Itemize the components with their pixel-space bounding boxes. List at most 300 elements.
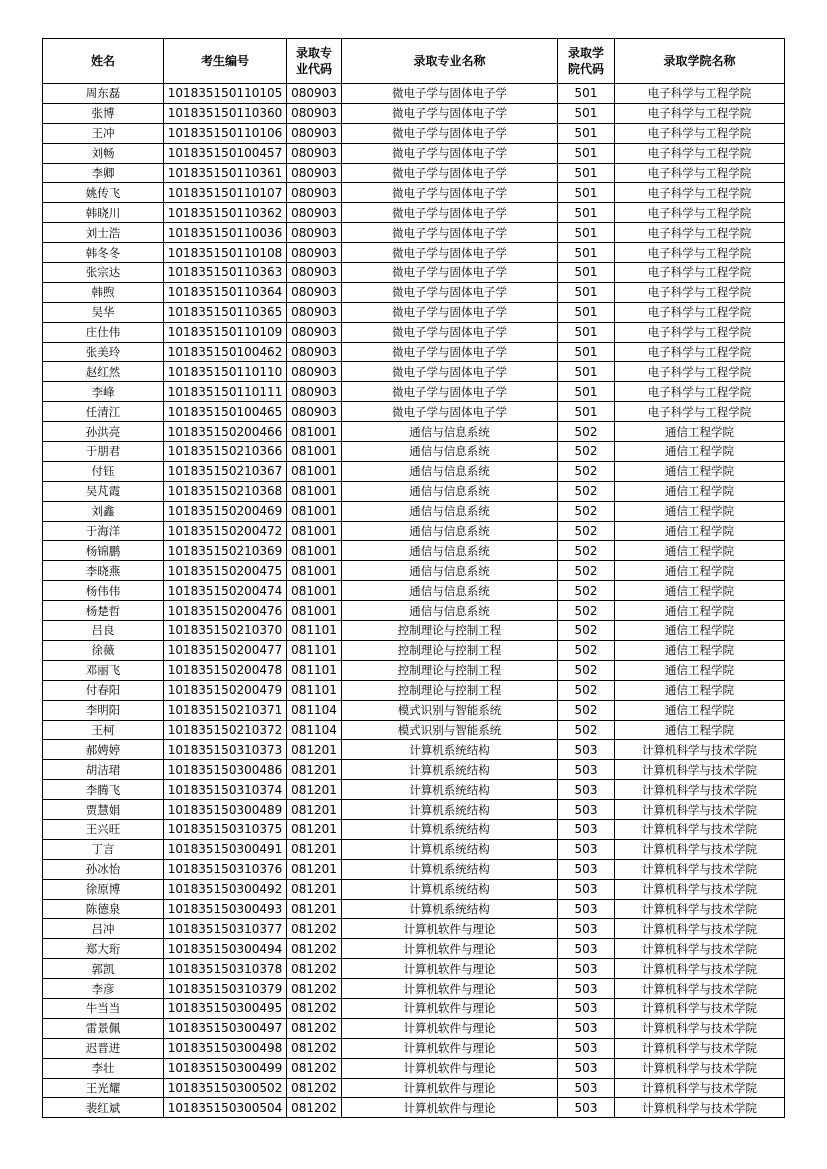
table-row (43, 223, 785, 243)
table-row (43, 541, 785, 561)
cell-major-name: 计算机软件与理论 (342, 998, 558, 1018)
cell-exam-no: 101835150110360 (164, 103, 287, 123)
cell-major-name: 通信与信息系统 (342, 442, 558, 462)
cell-name: 韩煦 (43, 282, 164, 302)
cell-school-name: 通信工程学院 (615, 442, 785, 462)
cell-school-code: 503 (558, 899, 615, 919)
cell-school-name: 通信工程学院 (615, 581, 785, 601)
table-row (43, 203, 785, 223)
cell-name: 刘士浩 (43, 223, 164, 243)
cell-school-code: 502 (558, 680, 615, 700)
cell-major-name: 计算机系统结构 (342, 780, 558, 800)
cell-exam-no: 101835150200469 (164, 501, 287, 521)
cell-exam-no: 101835150200475 (164, 561, 287, 581)
table-row (43, 342, 785, 362)
cell-school-name: 通信工程学院 (615, 720, 785, 740)
cell-major-code: 080903 (287, 243, 342, 263)
cell-major-name: 通信与信息系统 (342, 481, 558, 501)
cell-major-code: 081202 (287, 998, 342, 1018)
cell-name: 吕良 (43, 621, 164, 641)
cell-school-code: 501 (558, 123, 615, 143)
cell-school-code: 501 (558, 342, 615, 362)
cell-major-name: 通信与信息系统 (342, 461, 558, 481)
table-row (43, 561, 785, 581)
table-row (43, 720, 785, 740)
cell-major-name: 通信与信息系统 (342, 561, 558, 581)
cell-major-code: 080903 (287, 203, 342, 223)
cell-school-code: 503 (558, 740, 615, 760)
table-row (43, 601, 785, 621)
cell-exam-no: 101835150210372 (164, 720, 287, 740)
cell-name: 张宗达 (43, 263, 164, 283)
cell-major-name: 计算机软件与理论 (342, 1078, 558, 1098)
cell-school-code: 503 (558, 760, 615, 780)
cell-school-name: 电子科学与工程学院 (615, 123, 785, 143)
cell-school-code: 503 (558, 800, 615, 820)
cell-school-name: 计算机科学与技术学院 (615, 1018, 785, 1038)
cell-major-code: 081202 (287, 1098, 342, 1118)
cell-name: 刘畅 (43, 143, 164, 163)
table-row (43, 998, 785, 1018)
cell-exam-no: 101835150110106 (164, 123, 287, 143)
cell-school-name: 计算机科学与技术学院 (615, 1098, 785, 1118)
cell-school-code: 501 (558, 382, 615, 402)
table-row (43, 501, 785, 521)
cell-school-code: 501 (558, 223, 615, 243)
cell-school-code: 503 (558, 998, 615, 1018)
cell-exam-no: 101835150300497 (164, 1018, 287, 1038)
cell-school-code: 501 (558, 163, 615, 183)
cell-school-name: 计算机科学与技术学院 (615, 800, 785, 820)
cell-name: 韩晓川 (43, 203, 164, 223)
cell-school-code: 503 (558, 1058, 615, 1078)
cell-exam-no: 101835150310374 (164, 780, 287, 800)
cell-major-name: 微电子学与固体电子学 (342, 402, 558, 422)
table-row (43, 700, 785, 720)
cell-school-name: 通信工程学院 (615, 481, 785, 501)
cell-school-code: 503 (558, 780, 615, 800)
cell-school-name: 电子科学与工程学院 (615, 322, 785, 342)
cell-major-code: 081001 (287, 541, 342, 561)
table-row (43, 959, 785, 979)
cell-school-code: 503 (558, 879, 615, 899)
cell-name: 付春阳 (43, 680, 164, 700)
cell-school-name: 计算机科学与技术学院 (615, 819, 785, 839)
cell-major-code: 081001 (287, 561, 342, 581)
cell-school-name: 通信工程学院 (615, 541, 785, 561)
cell-name: 张美玲 (43, 342, 164, 362)
cell-major-code: 081202 (287, 1078, 342, 1098)
table-row (43, 442, 785, 462)
cell-name: 李腾飞 (43, 780, 164, 800)
table-row (43, 1018, 785, 1038)
cell-major-code: 081202 (287, 1038, 342, 1058)
cell-school-code: 502 (558, 422, 615, 442)
table-row (43, 123, 785, 143)
cell-major-code: 080903 (287, 402, 342, 422)
cell-major-name: 微电子学与固体电子学 (342, 243, 558, 263)
cell-major-name: 微电子学与固体电子学 (342, 84, 558, 104)
cell-major-name: 微电子学与固体电子学 (342, 322, 558, 342)
cell-school-code: 502 (558, 660, 615, 680)
cell-name: 孙冰怡 (43, 859, 164, 879)
cell-exam-no: 101835150110036 (164, 223, 287, 243)
cell-major-code: 081202 (287, 959, 342, 979)
cell-school-code: 501 (558, 322, 615, 342)
cell-major-name: 计算机软件与理论 (342, 1098, 558, 1118)
cell-exam-no: 101835150210370 (164, 621, 287, 641)
cell-major-code: 081202 (287, 1018, 342, 1038)
cell-name: 李明阳 (43, 700, 164, 720)
cell-major-name: 微电子学与固体电子学 (342, 203, 558, 223)
cell-major-code: 081104 (287, 720, 342, 740)
cell-major-code: 081101 (287, 640, 342, 660)
cell-school-code: 502 (558, 720, 615, 740)
cell-major-name: 计算机系统结构 (342, 760, 558, 780)
cell-exam-no: 101835150110362 (164, 203, 287, 223)
cell-name: 张博 (43, 103, 164, 123)
table-row (43, 382, 785, 402)
cell-major-name: 微电子学与固体电子学 (342, 302, 558, 322)
cell-school-name: 计算机科学与技术学院 (615, 760, 785, 780)
table-row (43, 780, 785, 800)
cell-major-code: 081201 (287, 839, 342, 859)
cell-school-code: 501 (558, 84, 615, 104)
table-row (43, 879, 785, 899)
cell-school-code: 502 (558, 442, 615, 462)
cell-exam-no: 101835150100465 (164, 402, 287, 422)
cell-school-code: 501 (558, 243, 615, 263)
cell-school-name: 计算机科学与技术学院 (615, 939, 785, 959)
cell-name: 吕冲 (43, 919, 164, 939)
cell-school-name: 电子科学与工程学院 (615, 362, 785, 382)
cell-school-code: 501 (558, 203, 615, 223)
cell-school-code: 502 (558, 501, 615, 521)
cell-major-name: 计算机系统结构 (342, 879, 558, 899)
cell-name: 郭凯 (43, 959, 164, 979)
cell-school-code: 502 (558, 521, 615, 541)
cell-school-code: 501 (558, 143, 615, 163)
table-row (43, 839, 785, 859)
cell-major-name: 微电子学与固体电子学 (342, 183, 558, 203)
table-row (43, 919, 785, 939)
cell-school-name: 计算机科学与技术学院 (615, 879, 785, 899)
cell-major-code: 080903 (287, 362, 342, 382)
cell-school-name: 通信工程学院 (615, 461, 785, 481)
cell-major-name: 计算机系统结构 (342, 839, 558, 859)
cell-major-code: 081001 (287, 481, 342, 501)
cell-school-code: 503 (558, 1098, 615, 1118)
cell-name: 孙洪亮 (43, 422, 164, 442)
table-row (43, 979, 785, 999)
table-row (43, 680, 785, 700)
cell-school-name: 电子科学与工程学院 (615, 382, 785, 402)
cell-major-name: 微电子学与固体电子学 (342, 342, 558, 362)
cell-school-name: 通信工程学院 (615, 680, 785, 700)
header-name: 姓名 (43, 39, 164, 84)
cell-major-name: 计算机系统结构 (342, 859, 558, 879)
cell-exam-no: 101835150210368 (164, 481, 287, 501)
cell-name: 李晓燕 (43, 561, 164, 581)
cell-major-code: 080903 (287, 143, 342, 163)
cell-name: 郝娉婷 (43, 740, 164, 760)
cell-major-code: 081001 (287, 581, 342, 601)
cell-school-code: 503 (558, 959, 615, 979)
cell-school-code: 502 (558, 581, 615, 601)
cell-name: 于朋君 (43, 442, 164, 462)
cell-major-name: 计算机软件与理论 (342, 939, 558, 959)
cell-major-code: 081001 (287, 521, 342, 541)
cell-school-code: 502 (558, 461, 615, 481)
cell-major-name: 通信与信息系统 (342, 422, 558, 442)
cell-exam-no: 101835150300498 (164, 1038, 287, 1058)
cell-name: 李卿 (43, 163, 164, 183)
cell-name: 吴芃霞 (43, 481, 164, 501)
table-row (43, 740, 785, 760)
cell-school-code: 501 (558, 282, 615, 302)
table-row (43, 660, 785, 680)
cell-school-name: 电子科学与工程学院 (615, 84, 785, 104)
cell-school-name: 通信工程学院 (615, 640, 785, 660)
cell-major-name: 计算机系统结构 (342, 819, 558, 839)
cell-name: 徐原博 (43, 879, 164, 899)
cell-exam-no: 101835150210367 (164, 461, 287, 481)
cell-major-code: 081201 (287, 879, 342, 899)
cell-school-name: 电子科学与工程学院 (615, 263, 785, 283)
table-row (43, 143, 785, 163)
cell-exam-no: 101835150200472 (164, 521, 287, 541)
cell-major-code: 081001 (287, 501, 342, 521)
cell-major-code: 081201 (287, 819, 342, 839)
cell-school-name: 通信工程学院 (615, 561, 785, 581)
cell-school-code: 502 (558, 481, 615, 501)
cell-major-name: 计算机软件与理论 (342, 979, 558, 999)
cell-exam-no: 101835150100462 (164, 342, 287, 362)
cell-major-code: 081101 (287, 621, 342, 641)
cell-school-code: 503 (558, 939, 615, 959)
cell-name: 雷景佩 (43, 1018, 164, 1038)
cell-exam-no: 101835150300504 (164, 1098, 287, 1118)
cell-exam-no: 101835150210366 (164, 442, 287, 462)
cell-major-code: 080903 (287, 123, 342, 143)
cell-major-code: 081001 (287, 442, 342, 462)
cell-school-name: 计算机科学与技术学院 (615, 998, 785, 1018)
cell-major-name: 微电子学与固体电子学 (342, 382, 558, 402)
cell-major-code: 081001 (287, 461, 342, 481)
cell-school-name: 通信工程学院 (615, 621, 785, 641)
header-exam-no: 考生编号 (164, 39, 287, 84)
cell-exam-no: 101835150210371 (164, 700, 287, 720)
cell-major-name: 通信与信息系统 (342, 541, 558, 561)
cell-school-name: 电子科学与工程学院 (615, 302, 785, 322)
cell-school-code: 503 (558, 919, 615, 939)
cell-school-code: 502 (558, 640, 615, 660)
table-body (43, 84, 785, 1118)
cell-school-name: 计算机科学与技术学院 (615, 740, 785, 760)
table-row (43, 760, 785, 780)
cell-exam-no: 101835150110364 (164, 282, 287, 302)
table-row (43, 302, 785, 322)
cell-name: 李峰 (43, 382, 164, 402)
admission-table (42, 38, 785, 1118)
table-row (43, 621, 785, 641)
cell-major-code: 080903 (287, 263, 342, 283)
cell-major-code: 081001 (287, 422, 342, 442)
header-school-code (558, 39, 615, 84)
cell-major-name: 微电子学与固体电子学 (342, 123, 558, 143)
cell-exam-no: 101835150310375 (164, 819, 287, 839)
cell-major-name: 计算机软件与理论 (342, 1038, 558, 1058)
table-row (43, 640, 785, 660)
table-row (43, 282, 785, 302)
cell-major-code: 081201 (287, 760, 342, 780)
table-row (43, 183, 785, 203)
cell-school-code: 501 (558, 402, 615, 422)
table-row (43, 859, 785, 879)
cell-school-code: 502 (558, 621, 615, 641)
cell-name: 王冲 (43, 123, 164, 143)
header-school-code-text: 录取学院代码 (567, 46, 604, 76)
cell-school-name: 计算机科学与技术学院 (615, 1038, 785, 1058)
cell-school-code: 501 (558, 263, 615, 283)
table-row (43, 1038, 785, 1058)
cell-major-name: 微电子学与固体电子学 (342, 143, 558, 163)
cell-school-name: 电子科学与工程学院 (615, 203, 785, 223)
cell-major-code: 081202 (287, 939, 342, 959)
cell-school-code: 501 (558, 103, 615, 123)
cell-exam-no: 101835150300495 (164, 998, 287, 1018)
cell-exam-no: 101835150310377 (164, 919, 287, 939)
cell-name: 徐薇 (43, 640, 164, 660)
cell-exam-no: 101835150110109 (164, 322, 287, 342)
cell-school-name: 电子科学与工程学院 (615, 163, 785, 183)
table-row (43, 1078, 785, 1098)
header-school-name: 录取学院名称 (615, 39, 785, 84)
cell-major-code: 081101 (287, 680, 342, 700)
cell-name: 郑大珩 (43, 939, 164, 959)
cell-exam-no: 101835150200466 (164, 422, 287, 442)
cell-school-name: 电子科学与工程学院 (615, 223, 785, 243)
cell-major-name: 计算机系统结构 (342, 899, 558, 919)
cell-exam-no: 101835150110361 (164, 163, 287, 183)
cell-school-code: 503 (558, 979, 615, 999)
cell-major-name: 微电子学与固体电子学 (342, 282, 558, 302)
cell-exam-no: 101835150110363 (164, 263, 287, 283)
cell-exam-no: 101835150200476 (164, 601, 287, 621)
cell-major-code: 080903 (287, 322, 342, 342)
cell-major-code: 080903 (287, 342, 342, 362)
cell-school-name: 计算机科学与技术学院 (615, 1078, 785, 1098)
cell-major-code: 081202 (287, 979, 342, 999)
cell-school-name: 电子科学与工程学院 (615, 103, 785, 123)
cell-school-name: 计算机科学与技术学院 (615, 839, 785, 859)
table-row (43, 103, 785, 123)
cell-major-code: 081201 (287, 899, 342, 919)
cell-major-code: 081202 (287, 1058, 342, 1078)
table-row (43, 521, 785, 541)
cell-name: 王兴旺 (43, 819, 164, 839)
cell-major-code: 080903 (287, 302, 342, 322)
cell-major-code: 080903 (287, 163, 342, 183)
table-row (43, 163, 785, 183)
cell-exam-no: 101835150310379 (164, 979, 287, 999)
cell-major-code: 081201 (287, 800, 342, 820)
cell-school-code: 502 (558, 541, 615, 561)
cell-major-name: 模式识别与智能系统 (342, 720, 558, 740)
header-major-code-text: 录取专业代码 (295, 46, 332, 76)
table-row (43, 1098, 785, 1118)
cell-school-name: 计算机科学与技术学院 (615, 899, 785, 919)
cell-exam-no: 101835150300494 (164, 939, 287, 959)
cell-exam-no: 101835150200477 (164, 640, 287, 660)
cell-major-code: 081202 (287, 919, 342, 939)
table-row (43, 322, 785, 342)
cell-name: 吴华 (43, 302, 164, 322)
cell-school-name: 计算机科学与技术学院 (615, 780, 785, 800)
table-row (43, 481, 785, 501)
cell-major-name: 微电子学与固体电子学 (342, 362, 558, 382)
table-row (43, 243, 785, 263)
cell-school-name: 电子科学与工程学院 (615, 183, 785, 203)
cell-major-name: 计算机软件与理论 (342, 919, 558, 939)
cell-major-code: 080903 (287, 84, 342, 104)
cell-school-name: 计算机科学与技术学院 (615, 919, 785, 939)
cell-school-code: 501 (558, 183, 615, 203)
cell-school-code: 503 (558, 859, 615, 879)
cell-name: 胡洁珺 (43, 760, 164, 780)
cell-school-name: 计算机科学与技术学院 (615, 979, 785, 999)
cell-major-name: 模式识别与智能系统 (342, 700, 558, 720)
table-row (43, 899, 785, 919)
cell-school-code: 503 (558, 839, 615, 859)
cell-major-code: 080903 (287, 103, 342, 123)
table-row (43, 819, 785, 839)
cell-school-name: 计算机科学与技术学院 (615, 1058, 785, 1078)
cell-exam-no: 101835150200478 (164, 660, 287, 680)
cell-school-name: 电子科学与工程学院 (615, 143, 785, 163)
cell-name: 李壮 (43, 1058, 164, 1078)
cell-major-code: 081201 (287, 740, 342, 760)
cell-school-name: 电子科学与工程学院 (615, 243, 785, 263)
cell-exam-no: 101835150110365 (164, 302, 287, 322)
cell-major-name: 通信与信息系统 (342, 501, 558, 521)
cell-major-name: 计算机系统结构 (342, 800, 558, 820)
cell-exam-no: 101835150110105 (164, 84, 287, 104)
cell-major-code: 081201 (287, 780, 342, 800)
cell-name: 王柯 (43, 720, 164, 740)
cell-major-code: 081201 (287, 859, 342, 879)
table-row (43, 263, 785, 283)
cell-name: 杨楚哲 (43, 601, 164, 621)
cell-name: 李彦 (43, 979, 164, 999)
cell-name: 邓丽飞 (43, 660, 164, 680)
cell-exam-no: 101835150200474 (164, 581, 287, 601)
table-row (43, 1058, 785, 1078)
cell-major-code: 080903 (287, 223, 342, 243)
cell-school-code: 503 (558, 1038, 615, 1058)
cell-major-name: 控制理论与控制工程 (342, 621, 558, 641)
cell-school-name: 通信工程学院 (615, 660, 785, 680)
cell-exam-no: 101835150300489 (164, 800, 287, 820)
cell-exam-no: 101835150300502 (164, 1078, 287, 1098)
cell-school-name: 电子科学与工程学院 (615, 282, 785, 302)
cell-major-code: 081104 (287, 700, 342, 720)
table-row (43, 939, 785, 959)
cell-school-name: 通信工程学院 (615, 700, 785, 720)
cell-exam-no: 101835150300499 (164, 1058, 287, 1078)
cell-name: 杨锦鹏 (43, 541, 164, 561)
cell-school-code: 503 (558, 1078, 615, 1098)
